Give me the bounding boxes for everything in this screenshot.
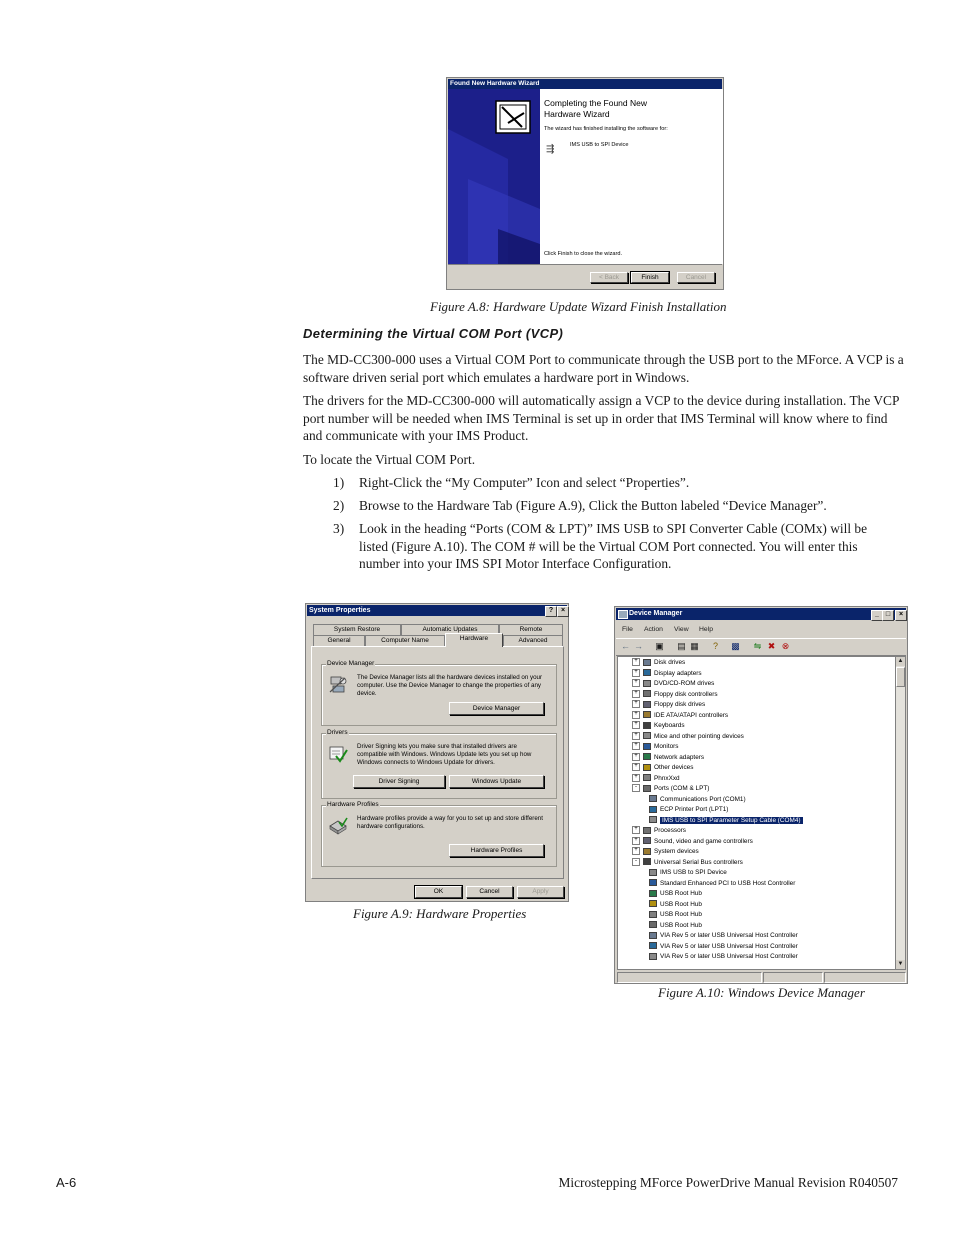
scan-hardware-icon[interactable]: ▩ xyxy=(731,641,740,651)
expand-icon[interactable]: + xyxy=(632,763,640,771)
minimize-icon[interactable]: _ xyxy=(871,610,883,621)
toolbar xyxy=(616,638,906,656)
tree-category[interactable] xyxy=(632,711,728,722)
hardware-profiles-group xyxy=(321,801,557,867)
tree-item-label: Communications Port (COM1) xyxy=(660,795,746,803)
tree-item-label: Standard Enhanced PCI to USB Host Controller xyxy=(660,879,796,887)
tree-category[interactable] xyxy=(632,732,744,743)
device-icon xyxy=(643,743,651,750)
tree-item-label: ECP Printer Port (LPT1) xyxy=(660,806,729,813)
status-bar xyxy=(617,971,906,982)
collapse-icon[interactable]: - xyxy=(632,784,640,792)
step-3-text: Look in the heading “Ports (COM & LPT)” IMS USB to SPI Converter Cable (COMx) will be listed (Figure A.10). The COM # will be the Virtual COM Port connected. You will enter this number into your IMS SPI Motor Interface Configuration. xyxy=(359,521,868,571)
expand-icon[interactable]: + xyxy=(632,732,640,740)
drivers-description: Driver Signing lets you make sure that installed drivers are compatible with Windows. Windows Update lets you set up how Windows connects to Windows Update for drivers. xyxy=(357,743,532,766)
hardware-profiles-group-label: Hardware Profiles xyxy=(327,801,379,808)
ok-button[interactable]: OK xyxy=(415,886,462,898)
help-button[interactable]: ? xyxy=(545,606,557,617)
device-manager-window xyxy=(614,606,908,984)
expand-icon[interactable]: + xyxy=(632,669,640,677)
device-icon xyxy=(649,942,657,949)
tab-hardware[interactable]: Hardware xyxy=(445,633,503,647)
vertical-scrollbar[interactable] xyxy=(895,656,906,970)
device-icon xyxy=(643,690,651,697)
device-icon xyxy=(649,911,657,918)
status-pane-3 xyxy=(824,972,906,983)
expand-icon[interactable]: + xyxy=(632,679,640,687)
tree-category[interactable] xyxy=(632,784,709,795)
wizard-heading-line1: Completing the Found New xyxy=(544,98,648,108)
device-icon xyxy=(643,753,651,760)
tree-item-label: Floppy disk controllers xyxy=(654,690,718,698)
system-properties-window xyxy=(305,603,569,902)
hardware-tab-page xyxy=(311,646,564,879)
driver-signing-icon xyxy=(328,744,348,764)
tree-category[interactable] xyxy=(632,763,693,774)
tree-device[interactable] xyxy=(646,868,727,879)
hardware-profiles-button[interactable]: Hardware Profiles xyxy=(449,844,544,857)
drivers-group xyxy=(321,729,557,799)
device-icon xyxy=(643,732,651,739)
tree-item-label: Processors xyxy=(654,827,686,834)
device-icon xyxy=(649,795,657,802)
update-driver-icon[interactable]: ⇋ xyxy=(753,641,762,651)
tree-item-label: Disk drives xyxy=(654,659,686,666)
computer-icon xyxy=(618,610,628,619)
tree-item-label: Sound, video and game controllers xyxy=(654,837,753,845)
tree-device[interactable] xyxy=(646,952,798,963)
wizard-title: Found New Hardware Wizard xyxy=(450,80,540,87)
scroll-thumb[interactable] xyxy=(896,667,905,687)
device-icon xyxy=(643,669,651,676)
tree-item-label: Other devices xyxy=(654,764,694,771)
collapse-icon[interactable]: - xyxy=(632,858,640,866)
tree-item-label: IDE ATA/ATAPI controllers xyxy=(654,711,729,719)
tree-item-label: IMS USB to SPI Parameter Setup Cable (COM4) xyxy=(662,816,801,824)
tree-category[interactable] xyxy=(632,700,705,711)
device-manager-description: The Device Manager lists all the hardware devices installed on your computer. Use the Device Manager to change the properties of any device. xyxy=(357,674,543,697)
wizard-finish-hint: Click Finish to close the wizard. xyxy=(544,251,623,257)
tree-device[interactable] xyxy=(646,879,795,890)
tree-item-label: USB Root Hub xyxy=(660,900,702,908)
expand-icon[interactable]: + xyxy=(632,721,640,729)
tab-automatic-updates[interactable]: Automatic Updates xyxy=(401,624,499,635)
device-icon xyxy=(643,722,651,729)
wizard-side-panel xyxy=(448,89,540,264)
status-pane-2 xyxy=(763,972,823,983)
tree-category[interactable] xyxy=(632,658,685,669)
device-icon xyxy=(643,858,651,865)
apply-button[interactable]: Apply xyxy=(517,886,564,898)
device-icon xyxy=(643,774,651,781)
menu-action[interactable]: Action xyxy=(644,626,663,633)
hardware-profiles-description: Hardware profiles provide a way for you to set up and store different hardware configurations. xyxy=(357,815,543,830)
uninstall-device-icon[interactable]: ⊗ xyxy=(781,641,790,651)
tree-category[interactable] xyxy=(632,837,753,848)
wizard-finish-button[interactable]: Finish xyxy=(631,272,669,283)
help-icon[interactable]: ? xyxy=(712,641,718,651)
expand-icon[interactable]: + xyxy=(632,742,640,750)
devmgr-titlebar[interactable] xyxy=(616,608,906,620)
tree-item-label: DVD/CD-ROM drives xyxy=(654,680,715,687)
devmgr-title: Device Manager xyxy=(629,610,683,617)
scroll-up-icon[interactable]: ▲ xyxy=(897,658,904,664)
usb-icon: ⇶ xyxy=(546,144,555,155)
back-arrow-icon[interactable]: ← xyxy=(621,641,630,651)
sysprops-titlebar[interactable] xyxy=(307,605,567,616)
close-icon[interactable]: × xyxy=(557,606,569,617)
tree-device[interactable] xyxy=(646,942,798,953)
device-icon xyxy=(643,701,651,708)
step-1-text: Right-Click the “My Computer” Icon and select “Properties”. xyxy=(359,475,690,490)
tab-general[interactable]: General xyxy=(313,635,365,646)
expand-icon[interactable]: + xyxy=(632,700,640,708)
tree-category[interactable] xyxy=(632,690,718,701)
sysprops-title: System Properties xyxy=(309,607,371,614)
paragraph-1: The MD-CC300-000 uses a Virtual COM Port to communicate through the USB port to the MForce. A VCP is a software driven serial port which emulates a hardware port in Windows. xyxy=(303,352,904,385)
maximize-icon[interactable]: □ xyxy=(882,610,894,621)
section-heading: Determining the Virtual COM Port (VCP) xyxy=(303,326,564,341)
paragraph-3: To locate the Virtual COM Port. xyxy=(303,452,476,467)
device-icon xyxy=(643,785,651,792)
expand-icon[interactable]: + xyxy=(632,774,640,782)
device-icon xyxy=(643,711,651,718)
expand-icon[interactable]: + xyxy=(632,753,640,761)
device-icon xyxy=(643,827,651,834)
forward-arrow-icon[interactable]: → xyxy=(634,641,643,651)
device-icon xyxy=(649,921,657,928)
tree-item-label: Display adapters xyxy=(654,669,702,677)
step-3-number: 3) xyxy=(333,521,345,536)
tree-item-label: Mice and other pointing devices xyxy=(654,732,744,740)
device-manager-button[interactable]: Device Manager xyxy=(449,702,544,715)
tree-device[interactable] xyxy=(646,816,803,827)
tree-device[interactable] xyxy=(646,900,702,911)
device-icon xyxy=(649,869,657,876)
device-icon xyxy=(649,932,657,939)
wizard-titlebar[interactable] xyxy=(448,79,722,89)
page-number: A-6 xyxy=(56,1175,77,1190)
wizard-content xyxy=(540,89,723,264)
step-1-number: 1) xyxy=(333,475,345,490)
device-icon xyxy=(649,816,657,823)
expand-icon[interactable]: + xyxy=(632,826,640,834)
tree-device[interactable] xyxy=(646,795,746,806)
device-icon xyxy=(643,837,651,844)
console-tree-icon[interactable]: ▤ xyxy=(677,641,686,651)
close-icon[interactable]: × xyxy=(895,610,907,621)
device-icon xyxy=(643,764,651,771)
device-icon xyxy=(649,879,657,886)
menu-help[interactable]: Help xyxy=(699,626,713,633)
tree-item-label: Ports (COM & LPT) xyxy=(654,785,710,792)
expand-icon[interactable]: + xyxy=(632,658,640,666)
wizard-heading-line2: Hardware Wizard xyxy=(544,108,610,119)
device-manager-group-label: Device Manager xyxy=(327,660,375,667)
device-icon xyxy=(649,953,657,960)
manual-title: Microstepping MForce PowerDrive Manual Revision R040507 xyxy=(558,1175,898,1190)
tree-device[interactable] xyxy=(646,931,798,942)
tree-device[interactable] xyxy=(646,910,702,921)
wizard-window xyxy=(446,77,724,290)
tree-item-label: Keyboards xyxy=(654,722,685,729)
wizard-heading xyxy=(544,98,647,119)
cancel-button[interactable]: Cancel xyxy=(466,886,513,898)
tree-device[interactable] xyxy=(646,921,702,932)
step-2-number: 2) xyxy=(333,498,345,513)
device-icon xyxy=(649,890,657,897)
drivers-group-label: Drivers xyxy=(327,729,348,736)
device-manager-icon xyxy=(328,675,348,695)
tree-item-label: PhnxXxd xyxy=(654,774,680,782)
device-manager-group xyxy=(321,660,557,726)
tree-item-label: Network adapters xyxy=(654,753,705,761)
tree-category[interactable] xyxy=(632,742,679,753)
device-icon xyxy=(643,659,651,666)
disable-device-icon[interactable]: ✖ xyxy=(767,641,776,651)
driver-signing-button[interactable]: Driver Signing xyxy=(353,775,445,788)
tree-category[interactable] xyxy=(632,721,685,732)
print-icon[interactable]: ▦ xyxy=(690,641,699,651)
tree-item-label: Universal Serial Bus controllers xyxy=(654,858,743,866)
wizard-finished-text: The wizard has finished installing the software for: xyxy=(544,126,668,132)
wizard-panel-graphic-icon xyxy=(448,89,540,264)
expand-icon[interactable]: + xyxy=(632,711,640,719)
tab-advanced[interactable]: Advanced xyxy=(503,635,563,646)
figure-a10-caption: Figure A.10: Windows Device Manager xyxy=(658,985,865,1000)
tree-item-label: IMS USB to SPI Device xyxy=(660,869,727,876)
tree-item-label: Floppy disk drives xyxy=(654,701,706,708)
wizard-device-name: IMS USB to SPI Device xyxy=(570,142,629,148)
device-icon xyxy=(643,848,651,855)
expand-icon[interactable]: + xyxy=(632,847,640,855)
tree-item-label: VIA Rev 5 or later USB Universal Host Controller xyxy=(660,932,798,939)
tree-category[interactable] xyxy=(632,774,680,785)
step-2-text: Browse to the Hardware Tab (Figure A.9), Click the Button labeled “Device Manager”. xyxy=(359,498,827,513)
menu-view[interactable]: View xyxy=(674,626,689,633)
tree-item-label: USB Root Hub xyxy=(660,890,702,897)
tree-category[interactable] xyxy=(632,679,714,690)
device-icon xyxy=(643,680,651,687)
wizard-back-button[interactable]: < Back xyxy=(590,272,628,283)
expand-icon[interactable]: + xyxy=(632,837,640,845)
status-pane-1 xyxy=(617,972,762,983)
tree-item-label: Monitors xyxy=(654,743,679,750)
device-icon xyxy=(649,900,657,907)
paragraph-2: The drivers for the MD-CC300-000 will automatically assign a VCP to the device during installation. The VCP port number will be needed when IMS Terminal is set up in order that IMS Terminal will know where to find and communicate with your IMS Product. xyxy=(303,393,899,443)
tree-item-label: USB Root Hub xyxy=(660,921,702,929)
wizard-cancel-button[interactable]: Cancel xyxy=(677,272,715,283)
scroll-down-icon[interactable]: ▼ xyxy=(897,961,904,967)
tab-system-restore[interactable]: System Restore xyxy=(313,624,401,635)
figure-a8-caption: Figure A.8: Hardware Update Wizard Finish Installation xyxy=(430,299,727,314)
menu-bar xyxy=(616,624,906,636)
tree-item-label: System devices xyxy=(654,848,699,855)
tree-category[interactable] xyxy=(632,753,704,764)
figure-a9-caption: Figure A.9: Hardware Properties xyxy=(353,906,527,921)
tab-computer-name[interactable]: Computer Name xyxy=(365,635,445,646)
tree-item-label: USB Root Hub xyxy=(660,911,702,918)
properties-icon[interactable]: ▣ xyxy=(655,641,664,651)
tree-device[interactable] xyxy=(646,805,728,816)
expand-icon[interactable]: + xyxy=(632,690,640,698)
tree-category[interactable] xyxy=(632,669,702,680)
device-tree xyxy=(617,656,895,970)
tree-device[interactable] xyxy=(646,889,702,900)
device-icon xyxy=(649,806,657,813)
menu-file[interactable]: File xyxy=(622,626,633,633)
hardware-profiles-icon xyxy=(328,816,348,836)
tree-category[interactable] xyxy=(632,826,686,837)
tree-item-label: VIA Rev 5 or later USB Universal Host Controller xyxy=(660,953,798,960)
wizard-divider xyxy=(448,264,722,265)
windows-update-button[interactable]: Windows Update xyxy=(449,775,544,788)
tree-category[interactable] xyxy=(632,858,743,869)
tree-category[interactable] xyxy=(632,847,699,858)
tab-remote[interactable]: Remote xyxy=(499,624,563,635)
tree-item-label: VIA Rev 5 or later USB Universal Host Controller xyxy=(660,942,798,950)
